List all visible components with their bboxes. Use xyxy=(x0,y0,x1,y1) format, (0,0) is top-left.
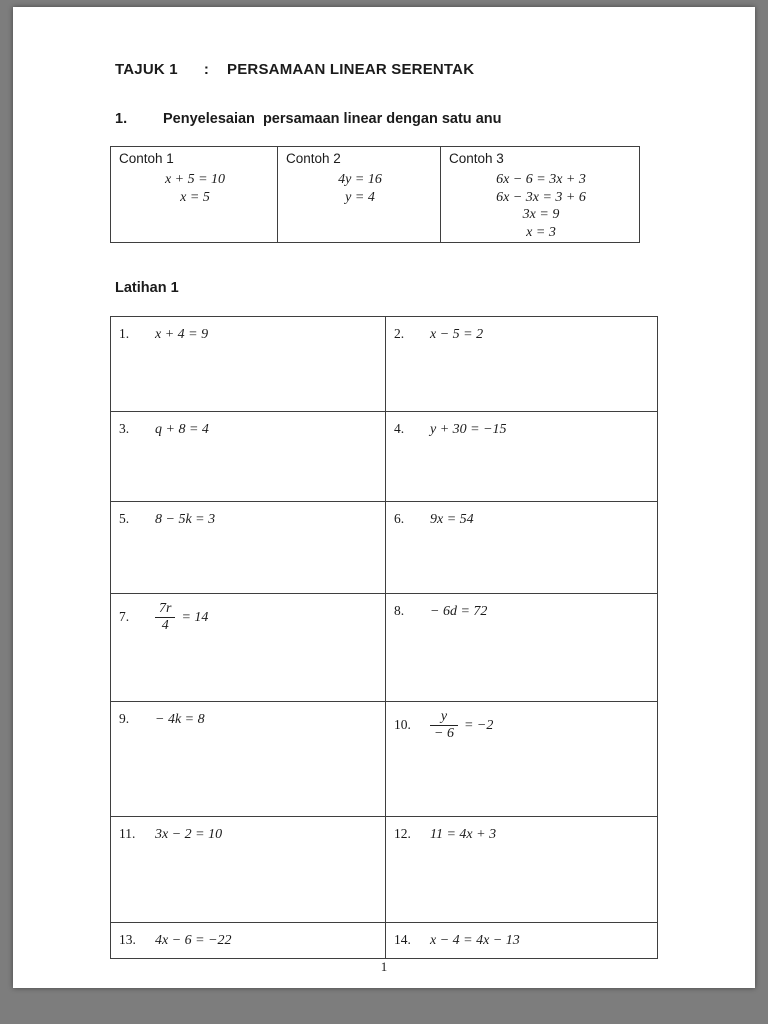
exercise-number: 13. xyxy=(119,932,136,947)
fraction-denominator: − 6 xyxy=(434,726,454,742)
exercise-equation: x + 4 = 9 xyxy=(155,327,209,342)
exercise-equation xyxy=(430,709,494,742)
fraction-numerator: y xyxy=(430,709,458,726)
equation-line: x = 5 xyxy=(180,189,210,205)
fraction xyxy=(155,601,175,634)
exercise-13-cell xyxy=(111,923,386,958)
exercise-equation: q + 8 = 4 xyxy=(155,422,209,437)
contoh-1-header: Contoh 1 xyxy=(119,151,174,166)
exercise-number: 2. xyxy=(394,326,405,341)
fraction-denominator: 4 xyxy=(161,618,169,634)
exercise-1-cell xyxy=(111,317,386,412)
contoh-3-working xyxy=(449,171,633,241)
contoh-3-header: Contoh 3 xyxy=(449,151,504,166)
exercise-11-cell xyxy=(111,817,386,923)
exercise-equation: y + 30 = −15 xyxy=(430,422,507,437)
exercise-number: 1. xyxy=(119,326,130,341)
contoh-table xyxy=(110,146,640,243)
exercise-number: 8. xyxy=(394,603,405,618)
title-separator: : xyxy=(203,61,210,78)
equation-line: y = 4 xyxy=(345,189,375,205)
exercise-10-cell xyxy=(386,702,657,817)
exercise-7-cell xyxy=(111,594,386,702)
exercise-number: 10. xyxy=(394,716,411,732)
latihan-heading: Latihan 1 xyxy=(115,280,179,296)
exercise-equation: − 4k = 8 xyxy=(155,712,205,727)
contoh-1-working xyxy=(119,171,271,206)
equation-rest: = 14 xyxy=(181,609,209,625)
contoh-2-working xyxy=(286,171,434,206)
exercise-equation: 9x = 54 xyxy=(430,512,474,527)
page-number: 1 xyxy=(380,959,388,974)
exercise-equation: 11 = 4x + 3 xyxy=(430,827,497,842)
exercise-number: 9. xyxy=(119,711,130,726)
exercise-8-cell xyxy=(386,594,657,702)
exercise-equation: − 6d = 72 xyxy=(430,604,488,619)
exercise-number: 3. xyxy=(119,421,130,436)
contoh-2-header: Contoh 2 xyxy=(286,151,341,166)
exercise-number: 12. xyxy=(394,826,411,841)
exercise-2-cell xyxy=(386,317,657,412)
exercise-3-cell xyxy=(111,412,386,502)
exercise-9-cell xyxy=(111,702,386,817)
contoh-1-cell xyxy=(111,147,278,242)
document-page xyxy=(13,7,755,988)
contoh-2-cell xyxy=(278,147,441,242)
exercise-number: 11. xyxy=(119,826,136,841)
exercise-number: 6. xyxy=(394,511,405,526)
exercise-equation: 3x − 2 = 10 xyxy=(155,827,223,842)
exercise-equation: 4x − 6 = −22 xyxy=(155,933,232,948)
equation-line: 6x − 6 = 3x + 3 xyxy=(496,172,586,187)
exercise-equation xyxy=(155,601,209,634)
exercise-6-cell xyxy=(386,502,657,594)
exercise-number: 14. xyxy=(394,932,411,947)
title-topic-label: TAJUK 1 xyxy=(115,61,178,78)
exercise-number: 4. xyxy=(394,421,405,436)
exercise-equation: x − 4 = 4x − 13 xyxy=(430,933,520,948)
section-heading xyxy=(115,111,501,127)
section-number: 1. xyxy=(115,111,128,127)
title-text: PERSAMAAN LINEAR SERENTAK xyxy=(227,61,475,78)
exercise-table xyxy=(110,316,658,959)
equation-line: x + 5 = 10 xyxy=(164,172,226,187)
fraction-numerator: 7r xyxy=(155,601,175,618)
equation-line: 6x − 3x = 3 + 6 xyxy=(496,189,586,205)
equation-line: x = 3 xyxy=(526,224,556,240)
equation-line: 3x = 9 xyxy=(522,207,560,222)
exercise-equation: x − 5 = 2 xyxy=(430,327,484,342)
exercise-5-cell xyxy=(111,502,386,594)
exercise-4-cell xyxy=(386,412,657,502)
equation-line: 4y = 16 xyxy=(338,172,382,187)
exercise-equation: 8 − 5k = 3 xyxy=(155,512,216,527)
document-title xyxy=(115,61,474,78)
exercise-number: 7. xyxy=(119,608,130,624)
exercise-number: 5. xyxy=(119,511,130,526)
contoh-3-cell xyxy=(441,147,639,242)
equation-rest: = −2 xyxy=(463,717,494,733)
fraction xyxy=(430,709,458,742)
exercise-12-cell xyxy=(386,817,657,923)
section-text: Penyelesaian persamaan linear dengan satu anu xyxy=(163,111,502,127)
exercise-14-cell xyxy=(386,923,657,958)
